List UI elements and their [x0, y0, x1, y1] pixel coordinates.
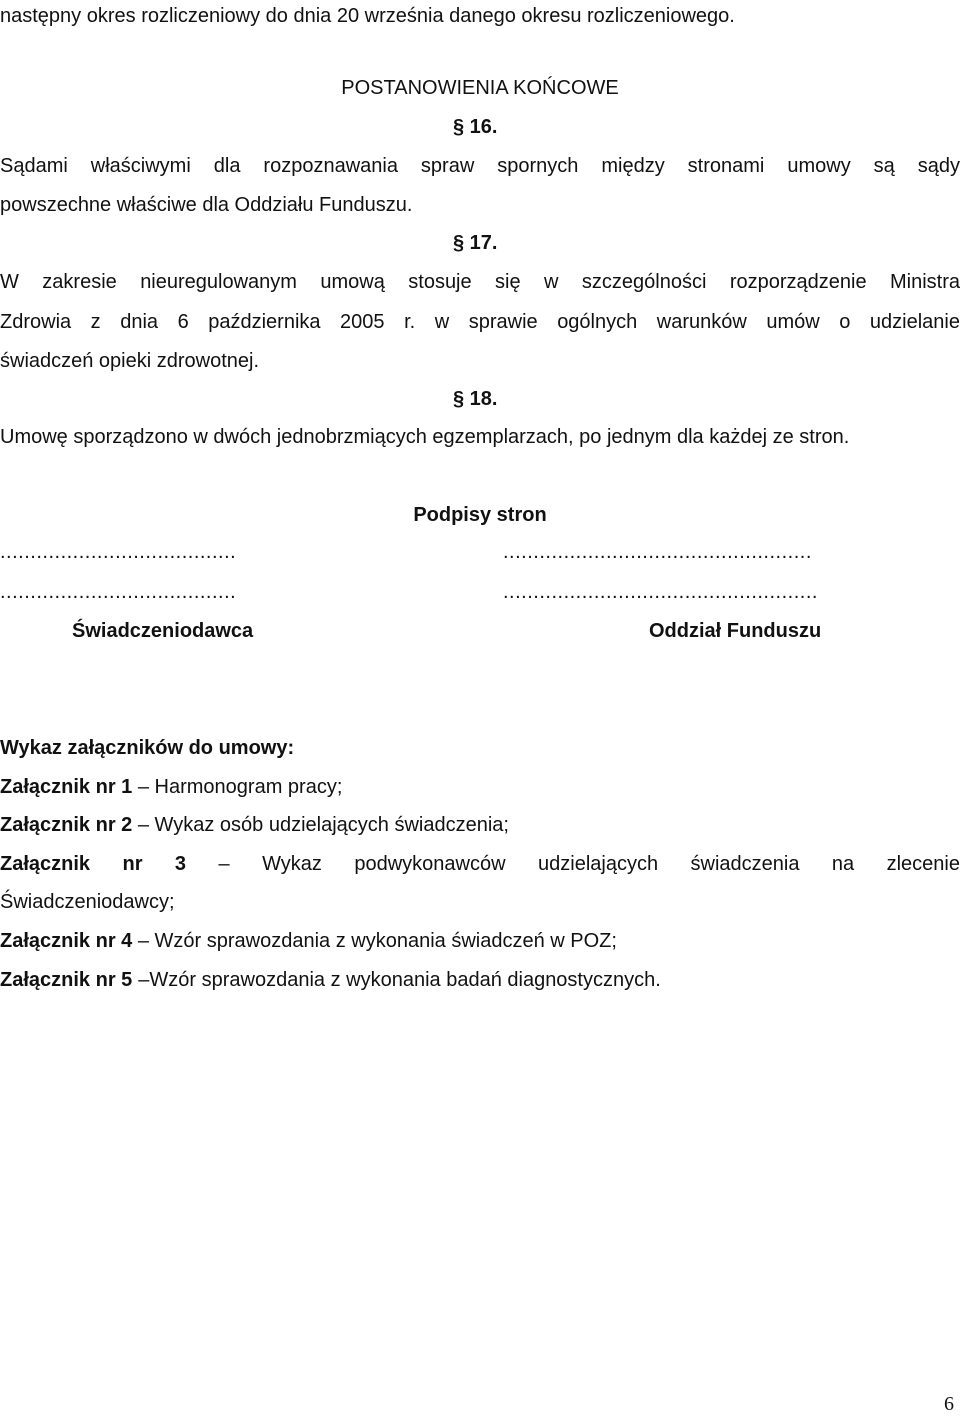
final-provisions-heading: POSTANOWIENIA KOŃCOWE: [341, 77, 619, 99]
attachment-item-5: [0, 968, 960, 992]
section-17-line-1: W zakresie nieuregulowanym umową stosuje się w szczególności rozporządzenie Ministra: [0, 271, 960, 293]
attachment-1-label: Załącznik nr 1: [0, 776, 133, 798]
section-16-line-2: powszechne właściwe dla Oddziału Funduszu.: [0, 194, 413, 216]
intro-line: następny okres rozliczeniowy do dnia 20 września danego okresu rozliczeniowego.: [0, 5, 735, 27]
attachment-5-label: Załącznik nr 5: [0, 969, 133, 991]
page-number: 6: [944, 1393, 954, 1415]
attachment-5-text: Wzór sprawozdania z wykonania badań diagnostycznych.: [149, 969, 661, 991]
section-16-number: § 16.: [453, 116, 498, 138]
attachment-item-1: [0, 775, 960, 799]
attachments-heading: Wykaz załączników do umowy:: [0, 737, 295, 759]
signatures-heading: Podpisy stron: [413, 504, 547, 526]
left-signature-line-1: .......................................: [0, 541, 237, 563]
attachment-item-3: [0, 852, 960, 876]
attachment-item-4: [0, 929, 960, 953]
right-signature-label: Oddział Funduszu: [649, 620, 822, 642]
attachment-1-text: Harmonogram pracy;: [154, 776, 343, 798]
section-17-line-2: Zdrowia z dnia 6 października 2005 r. w sprawie ogólnych warunków umów o udzielanie: [0, 311, 960, 333]
attachment-5-dash: –: [138, 969, 150, 991]
attachment-1-dash: –: [137, 776, 149, 798]
attachment-3-continuation: Świadczeniodawcy;: [0, 891, 175, 913]
attachment-3-text: Wykaz podwykonawców udzielających świadczenia na zlecenie: [262, 853, 960, 875]
attachment-2-text: Wykaz osób udzielających świadczenia;: [154, 814, 509, 836]
section-16-line-1: Sądami właściwymi dla rozpoznawania spraw spornych między stronami umowy są sądy: [0, 155, 960, 177]
attachment-2-dash: –: [137, 814, 149, 836]
section-18-line-1: Umowę sporządzono w dwóch jednobrzmiących egzemplarzach, po jednym dla każdej ze stron.: [0, 426, 850, 448]
left-signature-label: Świadczeniodawca: [72, 620, 254, 642]
attachment-item-2: [0, 813, 960, 837]
right-signature-line-2: ....................................................: [503, 581, 818, 603]
attachment-4-label: Załącznik nr 4: [0, 930, 133, 952]
section-18-number: § 18.: [453, 388, 498, 410]
section-17-number: § 17.: [453, 232, 498, 254]
attachment-3-label: Załącznik nr 3: [0, 853, 187, 875]
left-signature-line-2: .......................................: [0, 581, 237, 603]
attachment-3-dash: –: [218, 853, 230, 875]
section-17-line-3: świadczeń opieki zdrowotnej.: [0, 350, 260, 372]
attachment-4-dash: –: [137, 930, 149, 952]
attachment-2-label: Załącznik nr 2: [0, 814, 133, 836]
right-signature-line-1: ...................................................: [503, 541, 812, 563]
attachment-4-text: Wzór sprawozdania z wykonania świadczeń w POZ;: [154, 930, 617, 952]
